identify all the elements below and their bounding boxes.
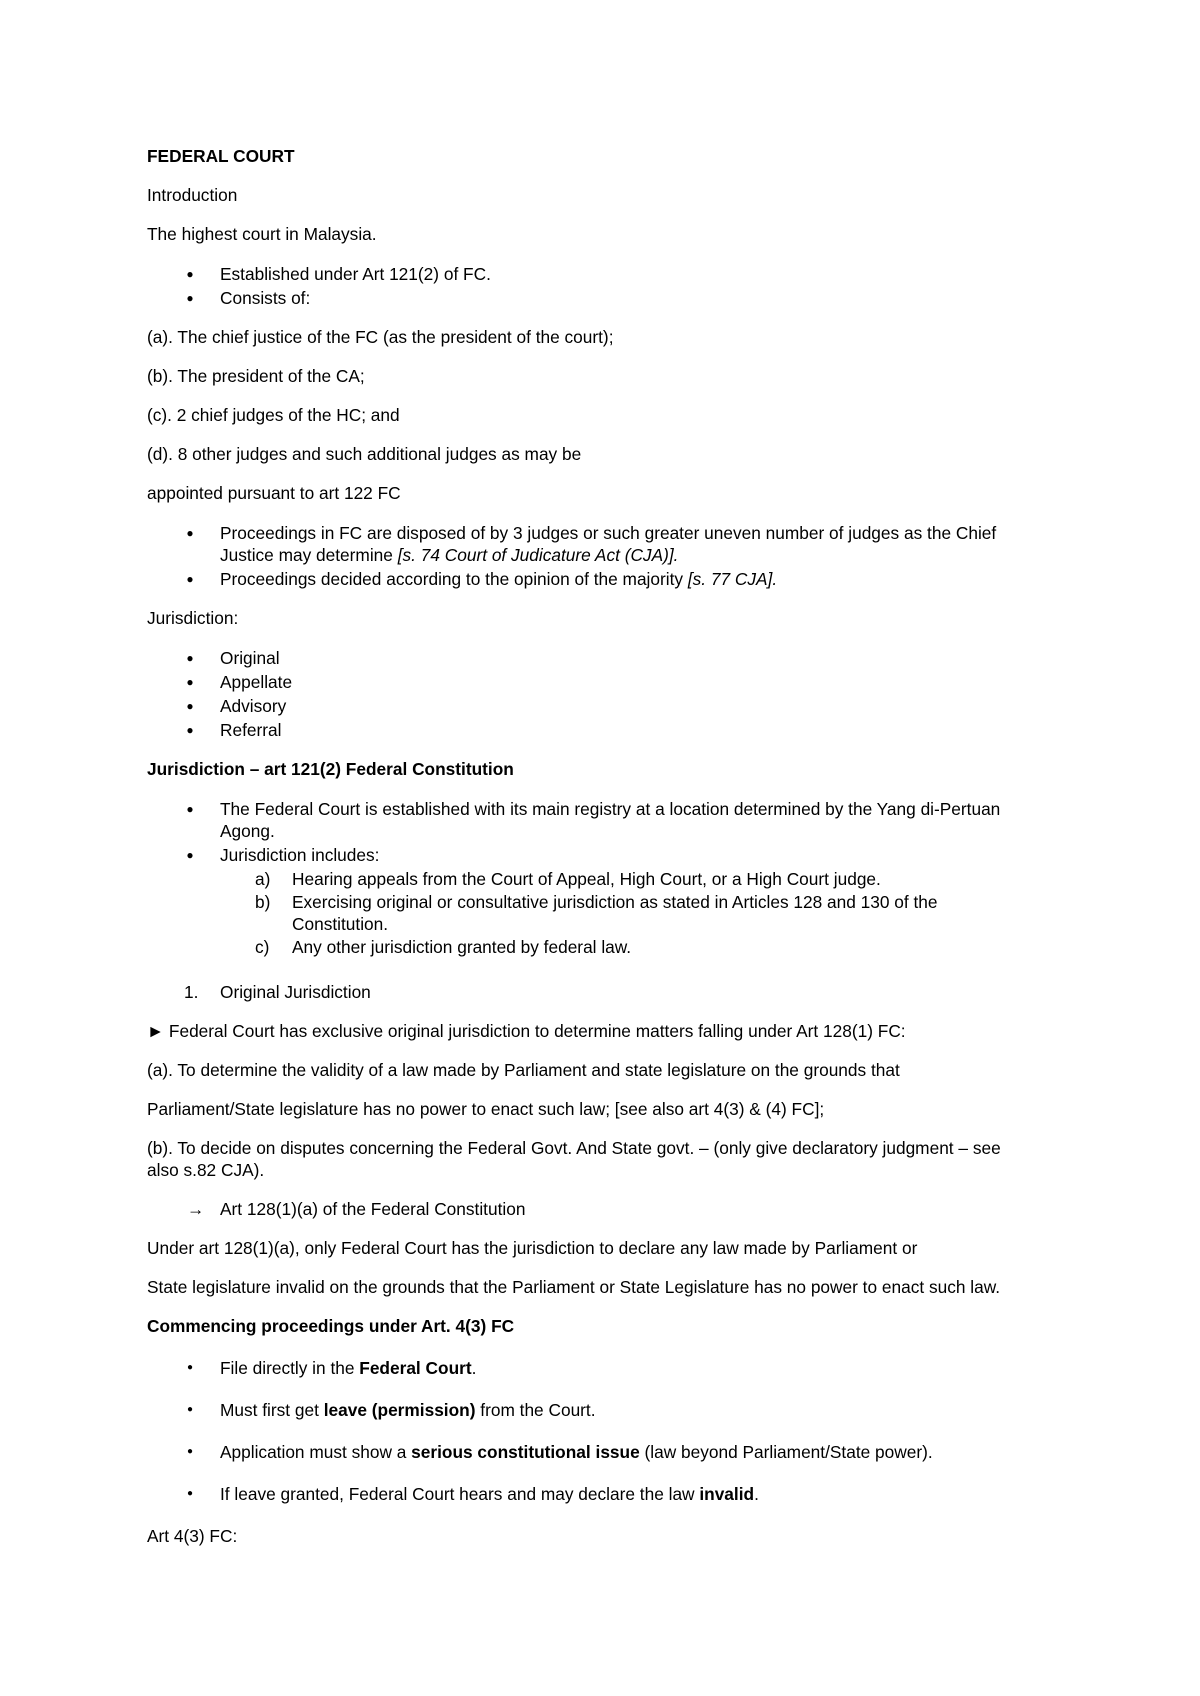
proceedings-line: Proceedings in FC are disposed of by 3 judges or such greater uneven number of judges as the Chief [220,523,997,543]
paragraph: Under art 128(1)(a), only Federal Court has the jurisdiction to declare any law made by Parliament or [147,1238,918,1258]
composition-item: (b). The president of the CA; [147,366,365,386]
jurisdiction-type: Appellate [220,672,293,692]
bullet-emphasis: leave (permission) [323,1400,476,1420]
bullet-icon [185,568,195,590]
composition-item: appointed pursuant to art 122 FC [147,483,401,503]
bullet-icon [185,798,195,820]
jurisdiction-type: Original [220,648,280,668]
bullet-icon [185,287,195,309]
proceedings-text: Proceedings decided according to the opinion of the majority [220,569,688,589]
composition-item: (d). 8 other judges and such additional judges as may be [147,444,582,464]
bullet-text: Application must show a [220,1442,412,1462]
paragraph: Parliament/State legislature has no power to enact such law; [see also art 4(3) & (4) FC]; [147,1099,825,1119]
page-title: FEDERAL COURT [147,146,295,166]
bullet-icon [185,522,195,544]
bullet-emphasis: serious constitutional issue [411,1442,640,1462]
composition-item: (a). The chief justice of the FC (as the president of the court); [147,327,614,347]
bullet-icon [185,1441,195,1463]
proceedings-line [220,544,1100,566]
bullet-icon [185,263,195,285]
commencing-bullet [220,1357,1100,1379]
paragraph-line: (b). To decide on disputes concerning the Federal Govt. And State govt. – (only give declaratory judgment – see [147,1138,1001,1158]
proceedings-text: Justice may determine [220,545,398,565]
sub-item-label: c) [255,937,270,957]
intro-bullet: Established under Art 121(2) of FC. [220,264,491,284]
section-heading: Commencing proceedings under Art. 4(3) FC [147,1316,515,1336]
composition-item: (c). 2 chief judges of the HC; and [147,405,400,425]
intro-text: The highest court in Malaysia. [147,224,377,244]
jurisdiction-type: Advisory [220,696,287,716]
commencing-bullet [220,1399,1100,1421]
paragraph [147,1137,1001,1181]
sub-item-text [292,891,1092,935]
bullet-text: If leave granted, Federal Court hears and may declare the law [220,1484,700,1504]
statute-citation: [s. 74 Court of Judicature Act (CJA)]. [397,545,679,565]
right-arrow-icon: → [187,1199,205,1219]
sub-item-text: Hearing appeals from the Court of Appeal, High Court, or a High Court judge. [292,869,881,889]
paragraph: (a). To determine the validity of a law made by Parliament and state legislature on the grounds that [147,1060,900,1080]
proceedings-bullet [220,568,1100,590]
proceedings-bullet [220,522,1100,566]
intro-heading: Introduction [147,185,238,205]
sub-item-line: Constitution. [292,914,389,934]
arrow-item-text: Art 128(1)(a) of the Federal Constitution [220,1199,526,1219]
bullet-text: . [471,1358,477,1378]
bullet-icon [185,1357,195,1379]
section-heading: Jurisdiction – art 121(2) Federal Constitution [147,759,514,779]
bullet-icon [185,844,195,866]
sub-item-text: Any other jurisdiction granted by federal law. [292,937,632,957]
art121-line: Agong. [220,821,275,841]
art121-line: The Federal Court is established with its main registry at a location determined by the Yang di-Pertuan [220,799,1001,819]
bullet-icon [185,695,195,717]
bullet-emphasis: Federal Court [359,1358,472,1378]
bullet-text: File directly in the [220,1358,360,1378]
art121-bullet [220,798,1100,842]
intro-bullet: Consists of: [220,288,311,308]
art43-label: Art 4(3) FC: [147,1526,238,1546]
bullet-icon [185,1483,195,1505]
sub-item-label: a) [255,869,271,889]
bullet-icon [185,719,195,741]
commencing-bullet [220,1483,1100,1505]
statute-citation: [s. 77 CJA]. [687,569,778,589]
sub-item-label: b) [255,892,271,912]
commencing-bullet [220,1441,1100,1463]
jurisdiction-label: Jurisdiction: [147,608,239,628]
paragraph: State legislature invalid on the grounds that the Parliament or State Legislature has no power to enact such law. [147,1277,1001,1297]
sub-item-line: Exercising original or consultative jurisdiction as stated in Articles 128 and 130 of the [292,892,938,912]
bullet-text: . [754,1484,759,1504]
subsection-heading: Original Jurisdiction [220,982,371,1002]
paragraph-line: also s.82 CJA). [147,1160,265,1180]
bullet-icon [185,1399,195,1421]
bullet-emphasis: invalid [699,1484,755,1504]
bullet-icon [185,647,195,669]
paragraph: ► Federal Court has exclusive original jurisdiction to determine matters falling under Art 128(1) FC: [147,1021,906,1041]
bullet-text: (law beyond Parliament/State power). [639,1442,933,1462]
bullet-text: from the Court. [475,1400,596,1420]
list-number: 1. [184,982,199,1002]
jurisdiction-type: Referral [220,720,282,740]
bullet-icon [185,671,195,693]
art121-bullet: Jurisdiction includes: [220,845,380,865]
bullet-text: Must first get [220,1400,324,1420]
